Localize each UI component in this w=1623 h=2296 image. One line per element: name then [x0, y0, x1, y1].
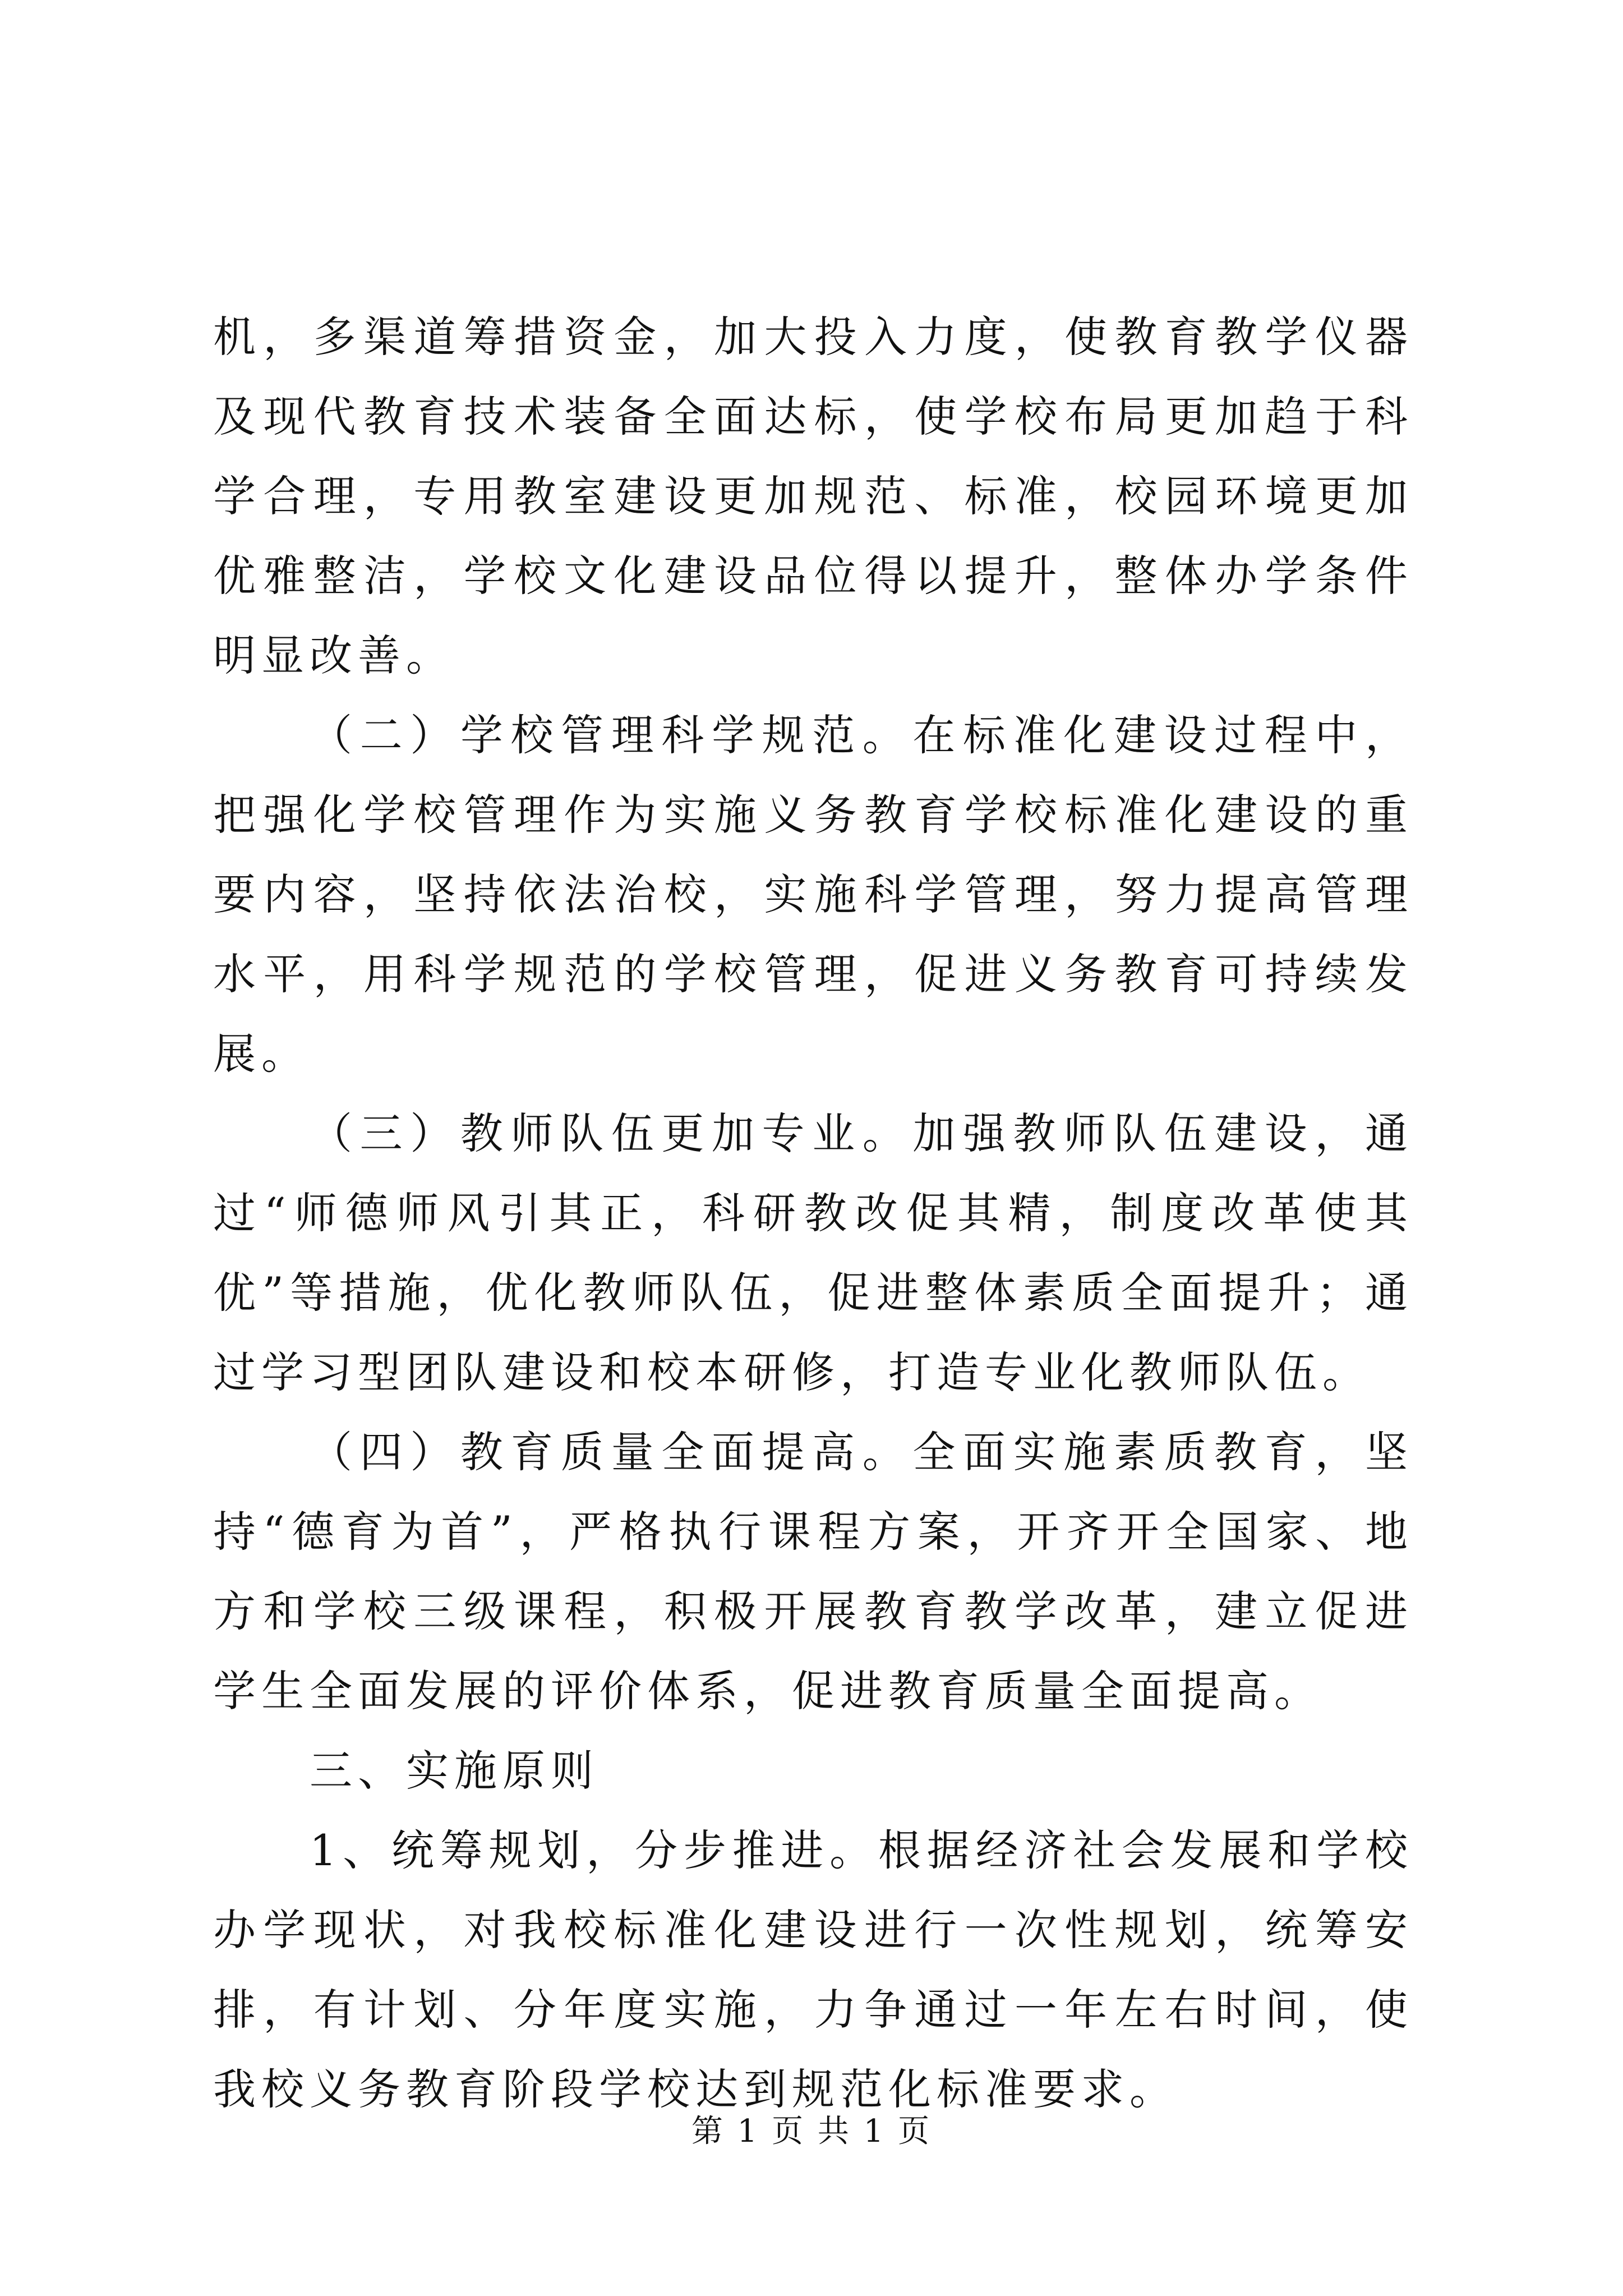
section-heading-principles: 三、实施原则 — [310, 1746, 599, 1796]
document-body — [213, 297, 1413, 2129]
paragraph-principle-1: 1、统筹规划，分步推进。根据经济社会发展和学校办学现状，对我校标准化建设进行一次性规划，统筹安排，有计划、分年度实施，力争通过一年左右时间，使我校义务教育阶段学校达到规范化标准要求。 — [213, 1825, 1413, 2114]
paragraph-teacher-team: （三）教师队伍更加专业。加强教师队伍建设，通过“师德师风引其正，科研教改促其精，制度改革使其优”等措施，优化教师队伍，促进整体素质全面提升；通过学习型团队建设和校本研修，打造专业化教师队伍。 — [213, 1108, 1413, 1397]
paragraph-school-management: （二）学校管理科学规范。在标准化建设过程中，把强化学校管理作为实施义务教育学校标准化建设的重要内容，坚持依法治校，实施科学管理，努力提高管理水平，用科学规范的学校管理，促进义务教育可持续发展。 — [213, 710, 1413, 1079]
paragraph-education-quality: （四）教育质量全面提高。全面实施素质教育，坚持“德育为首”，严格执行课程方案，开齐开全国家、地方和学校三级课程，积极开展教育教学改革，建立促进学生全面发展的评价体系，促进教育质量全面提高。 — [213, 1427, 1413, 1716]
page-footer: 第 1 页 共 1 页 — [691, 2113, 932, 2150]
paragraph-continuation: 机，多渠道筹措资金，加大投入力度，使教育教学仪器及现代教育技术装备全面达标，使学校布局更加趋于科学合理，专用教室建设更加规范、标准，校园环境更加优雅整洁，学校文化建设品位得以提升，整体办学条件明显改善。 — [213, 312, 1413, 680]
